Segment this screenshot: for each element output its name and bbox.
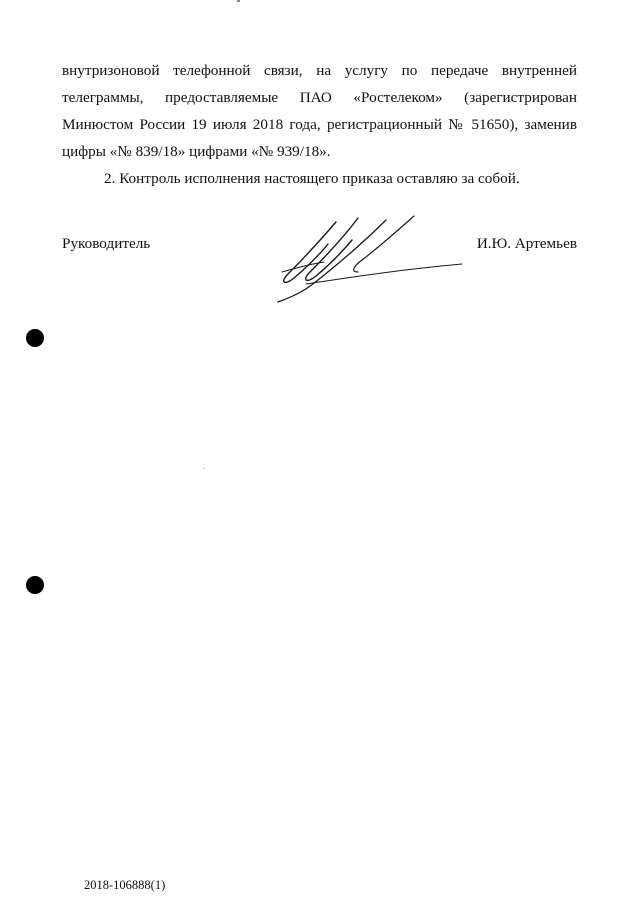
signatory-role: Руководитель <box>62 235 151 252</box>
paragraph-control-clause: 2. Контроль исполнения настоящего приказа оставляю за собой. <box>104 170 520 187</box>
signatory-name: И.Ю. Артемьев <box>476 235 577 252</box>
document-id: 2018-106888(1) <box>84 878 166 892</box>
paragraph-continuation: внутризоновой телефонной связи, на услугу по передаче внутренней телеграммы, предоставляемые ПАО «Ростелеком» (зарегистрирован Минюстом России 19 июля 2018 года, регистрационный № 51650), заменив цифры «№ 839/18» цифрами «№ 939/18». <box>62 62 577 160</box>
signature-block <box>62 232 577 312</box>
scan-speck <box>204 468 205 469</box>
handwritten-signature <box>266 214 466 304</box>
punch-hole <box>26 329 44 347</box>
document-body <box>62 57 577 192</box>
scan-mark <box>237 0 240 2</box>
punch-hole <box>26 576 44 594</box>
